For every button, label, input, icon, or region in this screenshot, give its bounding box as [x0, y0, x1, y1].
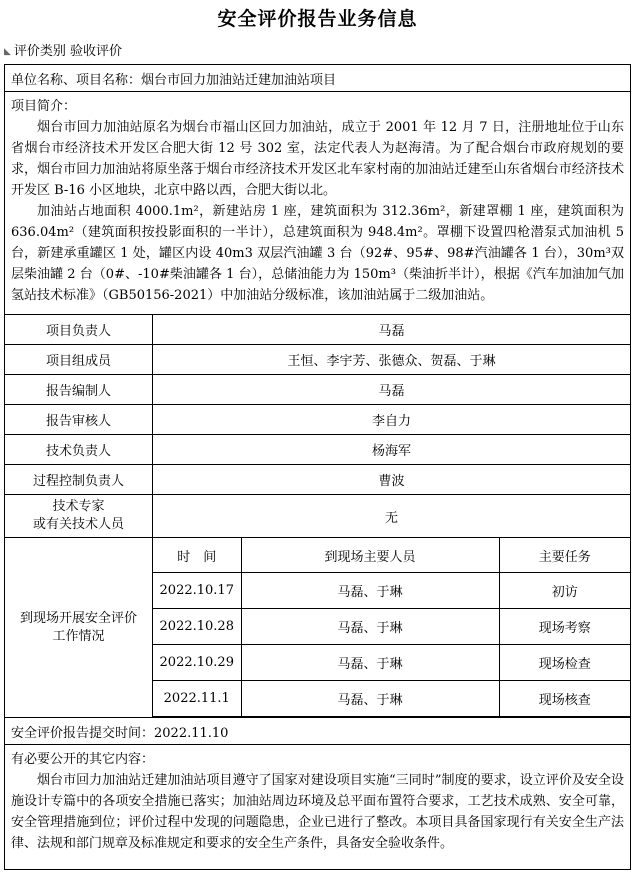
- role-value: 马磊: [153, 375, 631, 405]
- role-row: [5, 405, 631, 435]
- table-row: [153, 644, 630, 680]
- visit-date: 2022.10.28: [153, 609, 241, 645]
- role-label: 项目负责人: [5, 315, 153, 345]
- role-row: [5, 375, 631, 405]
- collapse-arrow-icon: ◣: [4, 47, 11, 57]
- visits-label: 到现场开展安全评价 工作情况: [5, 538, 153, 718]
- role-label: 报告编制人: [5, 375, 153, 405]
- visits-header-time: 时 间: [153, 538, 241, 573]
- intro-label: 项目简介：: [11, 99, 77, 114]
- visit-task: 现场检查: [499, 644, 630, 680]
- visit-people: 马磊、于琳: [241, 573, 499, 609]
- visits-cell: [153, 538, 631, 718]
- intro-paragraph-2: 加油站占地面积 4000.1m²，新建站房 1 座，建筑面积为 312.36m²，新建罩棚 1 座，建筑面积为 636.04m²（建筑面积按投影面积的一半计），总建筑面积为 948.4m²。罩棚下设置四枪潜泵式加油机 5 台，新建承重罐区 1 处，罐区内设 40m3 双层汽油罐 3 台（92#、95#、98#汽油罐各 1 台），30m³双层柴油罐 2 台（0#、-10#柴油罐各 1 台），总储油能力为 150m³（柴油折半计），根据《汽车加油加气加氢站技术标准》（GB50156-2021）中加油站分级标准，该加油站属于二级加油站。: [11, 204, 624, 303]
- table-row: [153, 609, 630, 645]
- page-title: 安全评价报告业务信息: [217, 8, 418, 30]
- submit-label: 安全评价报告提交时间：: [11, 725, 155, 741]
- visits-header-row: [153, 538, 630, 573]
- visit-task: 现场考察: [499, 609, 630, 645]
- role-row: [5, 435, 631, 465]
- role-value: 马磊: [153, 315, 631, 345]
- unit-label: 单位名称、项目名称：: [11, 72, 142, 88]
- experts-row: [5, 495, 631, 538]
- role-label: 项目组成员: [5, 345, 153, 375]
- unit-row: [5, 65, 631, 92]
- table-row: [153, 680, 630, 716]
- role-row: [5, 345, 631, 375]
- visit-date: 2022.10.29: [153, 644, 241, 680]
- eval-type: [4, 40, 122, 59]
- submit-value: 2022.11.10: [154, 725, 229, 741]
- visits-header-people: 到现场主要人员: [241, 538, 499, 573]
- eval-type-label: 评价类别: [13, 44, 66, 59]
- role-value: 李自力: [153, 405, 631, 435]
- role-value: 曹波: [153, 465, 631, 495]
- intro-paragraph-1: 烟台市回力加油站原名为烟台市福山区回力加油站，成立于 2001 年 12 月 7 日，注册地址位于山东省烟台市经济技术开发区合肥大街 12 号 302 室，法定代表人为赵海清。为了配合烟台市政府规划的要求，烟台市回力加油站将原坐落于烟台市经济技术开发区北车家村南的加油站迁建至山东省烟台市经济技术开发区 B-16 小区地块，北京中路以西，合肥大街以北。: [11, 120, 624, 198]
- visit-people: 马磊、于琳: [241, 609, 499, 645]
- visits-header-task: 主要任务: [499, 538, 630, 573]
- role-value: 杨海军: [153, 435, 631, 465]
- role-row: [5, 315, 631, 345]
- submit-row: [5, 718, 631, 745]
- role-label: 技术负责人: [5, 435, 153, 465]
- experts-label: 技术专家 或有关技术人员: [5, 495, 153, 538]
- public-cell: [5, 745, 631, 870]
- visit-date: 2022.10.17: [153, 573, 241, 609]
- visits-row: [5, 538, 631, 718]
- role-value: 王恒、李宇芳、张德众、贺磊、于琳: [153, 345, 631, 375]
- eval-type-value: 验收评价: [69, 44, 122, 59]
- info-table: [4, 64, 631, 870]
- public-label: 有必要公开的其它内容：: [11, 752, 155, 767]
- visit-task: 初访: [499, 573, 630, 609]
- visit-date: 2022.11.1: [153, 680, 241, 716]
- public-text: 烟台市回力加油站迁建加油站项目遵守了国家对建设项目实施“三同时”制度的要求，设立评价及安全设施设计专篇中的各项安全措施已落实；加油站周边环境及总平面布置符合要求，工艺技术成熟、安全可靠，安全管理措施到位；评价过程中发现的问题隐患，企业已进行了整改。本项目具备国家现行有关安全生产法律、法规和部门规章及标准规定和要求的安全生产条件，具备安全验收条件。: [11, 773, 624, 851]
- visit-task: 现场核查: [499, 680, 630, 716]
- visit-people: 马磊、于琳: [241, 680, 499, 716]
- role-label: 报告审核人: [5, 405, 153, 435]
- role-row: [5, 465, 631, 495]
- visits-table: [153, 538, 630, 717]
- unit-value: 烟台市回力加油站迁建加油站项目: [141, 72, 337, 88]
- visit-people: 马磊、于琳: [241, 644, 499, 680]
- role-label: 过程控制负责人: [5, 465, 153, 495]
- table-row: [153, 573, 630, 609]
- experts-value: 无: [153, 495, 631, 538]
- intro-cell: [5, 92, 631, 315]
